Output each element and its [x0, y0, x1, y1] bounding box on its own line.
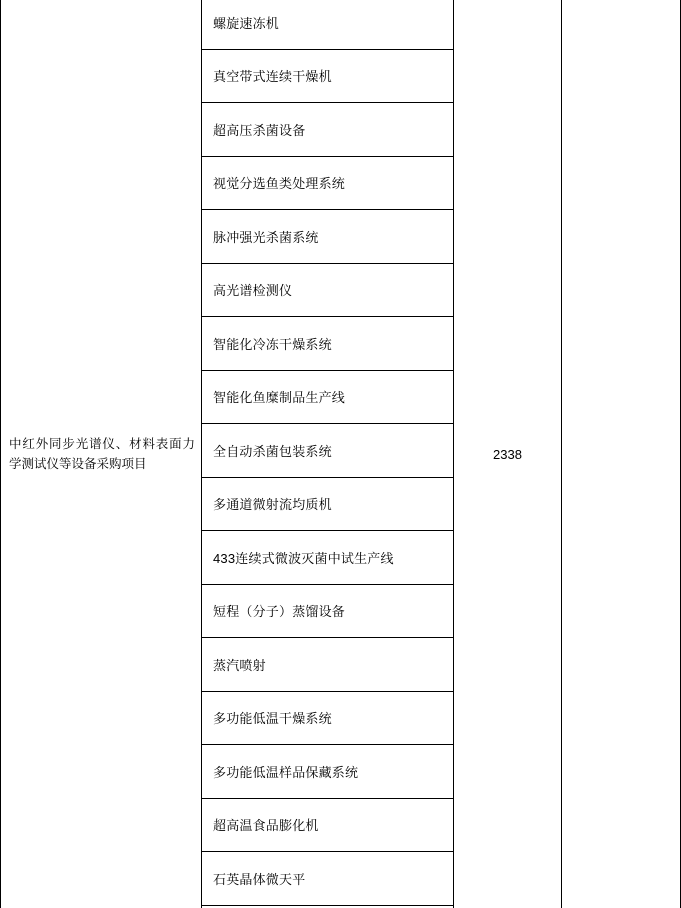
table-row: [201, 103, 454, 157]
equipment-name: 螺旋速冻机: [213, 15, 280, 31]
equipment-name: 石英晶体微天平: [213, 871, 306, 887]
equipment-name: 视觉分选鱼类处理系统: [213, 176, 346, 192]
table-row: [201, 692, 454, 746]
equipment-name: 短程（分子）蒸馏设备: [213, 604, 346, 620]
table-row: [201, 531, 454, 585]
equipment-name: 脉冲强光杀菌系统: [213, 229, 319, 245]
equipment-item-list: [201, 0, 454, 906]
amount-cell: [454, 0, 561, 908]
table-row: [201, 638, 454, 692]
table-row: [201, 371, 454, 425]
equipment-name: 433连续式微波灭菌中试生产线: [213, 550, 394, 566]
table-row: [201, 50, 454, 104]
table-row: [201, 424, 454, 478]
equipment-name: 高光谱检测仪: [213, 283, 293, 299]
equipment-name: 多通道微射流均质机: [213, 497, 332, 513]
equipment-name: 智能化冷冻干燥系统: [213, 336, 332, 352]
equipment-name: 超高压杀菌设备: [213, 122, 306, 138]
equipment-name: 真空带式连续干燥机: [213, 69, 332, 85]
table-row: [201, 799, 454, 853]
table-column-separator-3: [561, 0, 562, 908]
project-name-text: 中红外同步光谱仪、材料表面力学测试仪等设备采购项目: [9, 437, 195, 471]
table-row: [201, 210, 454, 264]
table-row: [201, 0, 454, 50]
table-row: [201, 745, 454, 799]
equipment-name: 超高温食品膨化机: [213, 818, 319, 834]
table-row: [201, 585, 454, 639]
equipment-name: 多功能低温干燥系统: [213, 711, 332, 727]
equipment-name: 多功能低温样品保藏系统: [213, 764, 359, 780]
table-row: [201, 852, 454, 906]
table-row: [201, 264, 454, 318]
amount-text: 2338: [493, 446, 522, 462]
table-row: [201, 478, 454, 532]
table-row: [201, 317, 454, 371]
equipment-name: 全自动杀菌包装系统: [213, 443, 332, 459]
equipment-name: 智能化鱼糜制品生产线: [213, 390, 346, 406]
table-row: [201, 157, 454, 211]
project-name-cell: [1, 0, 201, 908]
equipment-name: 蒸汽喷射: [213, 657, 266, 673]
